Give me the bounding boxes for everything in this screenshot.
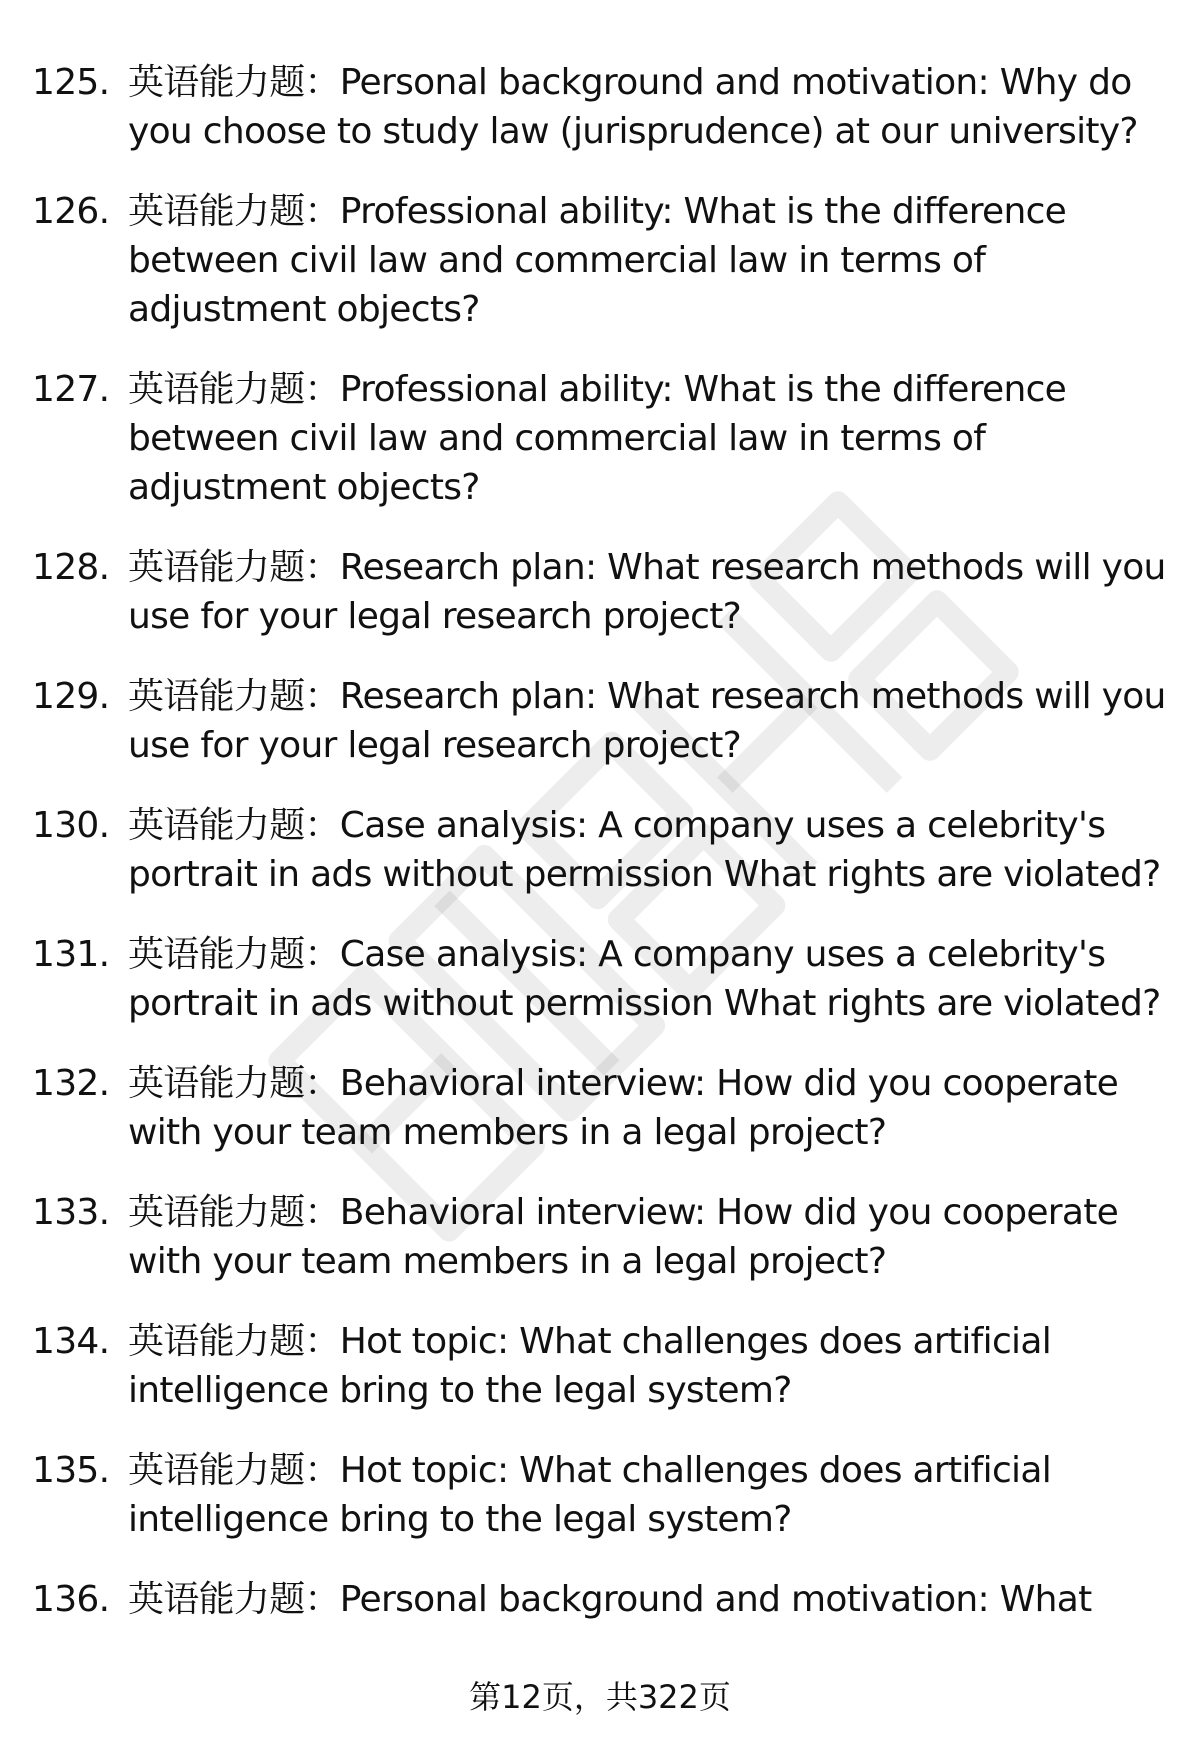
question-item	[0, 672, 1200, 770]
question-number: 134.	[32, 1321, 110, 1362]
question-text: 英语能力题：Hot topic: What challenges does artificial intelligence bring to the legal system?	[128, 1450, 1052, 1540]
question-item	[0, 930, 1200, 1028]
question-number: 126.	[32, 191, 110, 232]
question-text: 英语能力题：Behavioral interview: How did you cooperate with your team members in a legal project?	[128, 1192, 1119, 1282]
question-item	[0, 1317, 1200, 1415]
question-number: 131.	[32, 934, 110, 975]
question-text: 英语能力题：Personal background and motivation: What	[128, 1579, 1092, 1620]
question-item	[0, 1446, 1200, 1544]
question-number: 129.	[32, 676, 110, 717]
question-text: 英语能力题：Research plan: What research methods will you use for your legal research project?	[128, 676, 1166, 766]
question-number: 130.	[32, 805, 110, 846]
question-text: 英语能力题：Case analysis: A company uses a celebrity's portrait in ads without permission What rights are violated?	[128, 805, 1161, 895]
page-number-footer: 第12页，共322页	[469, 1678, 731, 1716]
question-item	[0, 1188, 1200, 1286]
question-text: 英语能力题：Hot topic: What challenges does artificial intelligence bring to the legal system?	[128, 1321, 1052, 1411]
question-number: 135.	[32, 1450, 110, 1491]
question-text: 英语能力题：Professional ability: What is the difference between civil law and commercial law in terms of adjustment objects?	[128, 369, 1067, 508]
question-text: 英语能力题：Behavioral interview: How did you cooperate with your team members in a legal project?	[128, 1063, 1119, 1153]
question-text: 英语能力题：Case analysis: A company uses a celebrity's portrait in ads without permission What rights are violated?	[128, 934, 1161, 1024]
question-list	[0, 58, 1200, 1655]
question-text: 英语能力题：Professional ability: What is the difference between civil law and commercial law in terms of adjustment objects?	[128, 191, 1067, 330]
question-item	[0, 365, 1200, 512]
question-number: 133.	[32, 1192, 110, 1233]
question-item	[0, 1059, 1200, 1157]
question-item	[0, 1575, 1200, 1624]
question-text: 英语能力题：Research plan: What research methods will you use for your legal research project?	[128, 547, 1166, 637]
question-number: 136.	[32, 1579, 110, 1620]
question-item	[0, 58, 1200, 156]
question-text: 英语能力题：Personal background and motivation: Why do you choose to study law (jurisprudence) at our university?	[128, 62, 1138, 152]
question-number: 127.	[32, 369, 110, 410]
question-number: 132.	[32, 1063, 110, 1104]
question-number: 128.	[32, 547, 110, 588]
question-item	[0, 801, 1200, 899]
question-item	[0, 543, 1200, 641]
question-number: 125.	[32, 62, 110, 103]
question-item	[0, 187, 1200, 334]
